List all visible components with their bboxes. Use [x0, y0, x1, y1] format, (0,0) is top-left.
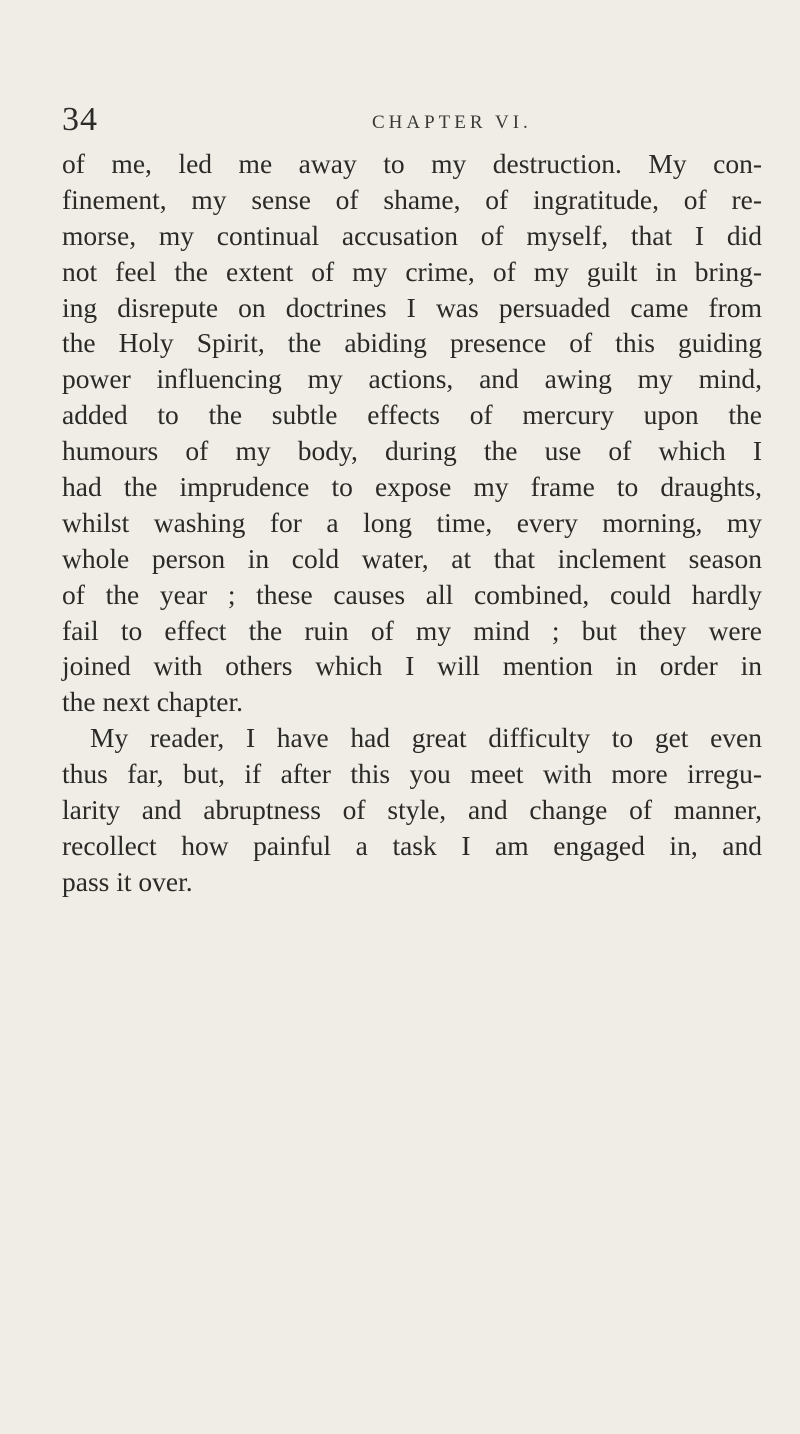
page-number: 34 [62, 101, 98, 138]
body-text [62, 146, 762, 900]
text-line: humours of my body, during the use of which I [62, 435, 762, 467]
text-line: pass it over. [62, 865, 193, 897]
text-line: thus far, but, if after this you meet with more irregu- [62, 758, 762, 790]
text-line: the Holy Spirit, the abiding presence of this guiding [62, 327, 762, 359]
text-line: added to the subtle effects of mercury upon the [62, 399, 762, 431]
text-line: My reader, I have had great difficulty to get even [90, 722, 762, 754]
text-line: fail to effect the ruin of my mind ; but they were [62, 614, 762, 646]
text-line: whole person in cold water, at that inclement season [62, 542, 762, 574]
text-line: of me, led me away to my destruction. My con- [62, 148, 762, 179]
text-line: had the imprudence to expose my frame to draughts, [62, 471, 762, 503]
text-line: ing disrepute on doctrines I was persuaded came from [62, 291, 762, 323]
text-line: power influencing my actions, and awing my mind, [62, 363, 762, 395]
text-line: the next chapter. [62, 686, 243, 718]
text-line: morse, my continual accusation of myself, that I did [62, 219, 762, 251]
paragraph-1 [62, 146, 762, 720]
chapter-heading: CHAPTER VI. [372, 112, 532, 133]
text-line: joined with others which I will mention in order in [62, 650, 762, 682]
text-line: recollect how painful a task I am engaged in, and [62, 829, 762, 861]
text-line: not feel the extent of my crime, of my guilt in bring- [62, 255, 762, 287]
text-line: whilst washing for a long time, every morning, my [62, 506, 762, 538]
running-head [0, 100, 800, 140]
text-line: finement, my sense of shame, of ingratitude, of re- [62, 183, 762, 215]
text-line: larity and abruptness of style, and change of manner, [62, 794, 762, 826]
paragraph-2 [62, 720, 762, 899]
text-line: of the year ; these causes all combined, could hardly [62, 578, 762, 610]
